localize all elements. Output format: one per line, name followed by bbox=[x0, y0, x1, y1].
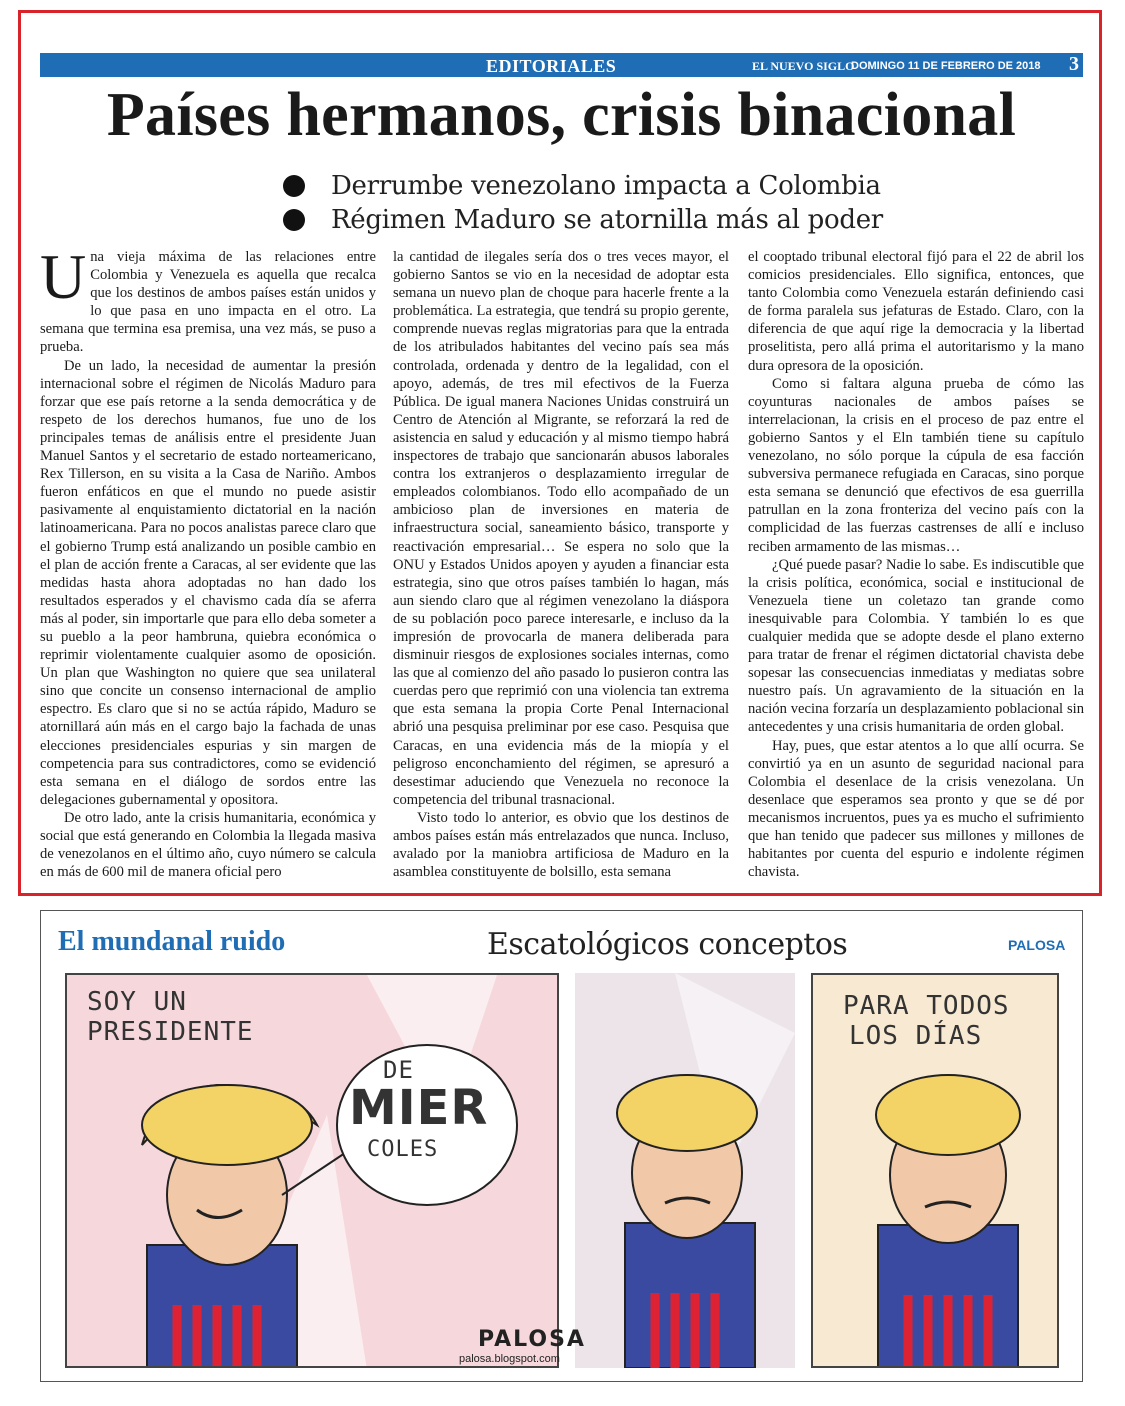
comic-panel-2 bbox=[575, 973, 795, 1368]
subheadline-bullets bbox=[283, 169, 883, 237]
paragraph: Una vieja máxima de las relaciones entre Colombia y Venezuela es aquella que recalca que los destinos de ambos países están unidos y lo que pasa en uno impacta en el otro. La semana que termina esa premisa, una vez más, se puso a prueba. bbox=[40, 241, 376, 356]
section-label: EDITORIALES bbox=[486, 56, 617, 76]
bullet-dot-icon bbox=[283, 209, 305, 231]
bullet-text: Régimen Maduro se atornilla más al poder bbox=[331, 205, 883, 235]
comic-author: PALOSA bbox=[1008, 937, 1066, 953]
newspaper-name: EL NUEVO SIGLO bbox=[752, 59, 855, 73]
paragraph: Hay, pues, que estar atentos a lo que allí ocurra. Se convirtió ya en un asunto de seguridad nacional para Colombia el desenlace de la crisis venezolana. Un desenlace que esperamos sea pronto y que se dé por mecanismos incruentos, pues ya es mucho el sufrimiento que han tenido que padecer sus millones y millones de habitantes por cuenta del espurio e indolente régimen chavista. bbox=[748, 737, 1084, 881]
paragraph: ¿Qué puede pasar? Nadie lo sabe. Es indiscutible que la crisis política, económica, social e institucional de Venezuela tiene un coletazo tan grande como inesquivable para Colombia. Y también lo es que cualquier medida que se adopte desde el plano externo para tratar de frenar el régimen dictatorial chavista debe sopesar las consecuencias inmediatas y mediatas sobre nuestro país. Un agravamiento de la situación en la nación vecina forzaría un desplazamiento poblacional sin antecedentes y una crisis humanitaria de orden global. bbox=[748, 556, 1084, 736]
paragraph: De otro lado, ante la crisis humanitaria, económica y social que está generando en Colombia la llegada masiva de venezolanos en el último año, cuyo número se calcula en más de 600 mil de manera oficial pero bbox=[40, 809, 376, 881]
bullet-text: Derrumbe venezolano impacta a Colombia bbox=[331, 171, 881, 201]
comic-strip-title: Escatológicos conceptos bbox=[487, 927, 848, 962]
publication-date: DOMINGO 11 DE FEBRERO DE 2018 bbox=[851, 60, 1041, 72]
president-figure-icon bbox=[617, 1075, 757, 1368]
paragraph: Visto todo lo anterior, es obvio que los destinos de ambos países están más entrelazados que nunca. Incluso, avalado por la maniobra artificiosa de Maduro en la asamblea constituyente de bolsillo, esta semana bbox=[393, 809, 729, 881]
panel-2-drawing bbox=[575, 973, 795, 1368]
paragraph: la cantidad de ilegales sería dos o tres veces mayor, el gobierno Santos se vio en la necesidad de adoptar esta semana un nuevo plan de choque para hacerle frente a la problemática. La estrategia, que tendrá su propio gerente, comprende nuevas reglas migratorias para que la entrada de los atribulados habitantes del vecino país sea más controlada, ordenada y dentro de la legalidad, con el apoyo, además, de tres mil efectivos de la Fuerza Pública. De igual manera Naciones Unidas construirá un Centro de Atención al Migrante, se reforzará la red de asistencia en salud y educación y al mismo tiempo habrá inspectores de trabajo que sancionarán abusos laborales contra los extranjeros o desplazamiento irregular de empleados colombianos. Todo ello acompañado de un ambicioso plan de inversiones en materia de infraestructura social, saneamiento básico, transporte y reactivación empresarial… Se espera no solo que la ONU y Estados Unidos apoyen y ayuden a financiar esta estrategia, sino que otros países también lo hagan, más aun siendo claro que al régimen venezolano la diáspora de su población poco parece interesarle, e incluso da la impresión de provocarla de manera deliberada para disminuir riesgos de explosiones sociales internas, como las que al comienzo del año pasado lo pusieron contra las cuerdas pero que reprimió con una violencia tan extrema que esta semana la propia Corte Penal Internacional abrió una pesquisa preliminar por ese caso. Pesquisa que Caracas, en una evidencia más de la miopía y el peligroso enconchamiento del régimen, se apresuró a desestimar aduciendo que Venezuela no reconoce la competencia del tribunal trasnacional. bbox=[393, 249, 729, 808]
comic-panel-1: SOY UN PRESIDENTE DE MIER COLES bbox=[65, 973, 559, 1368]
panel-3-caption: PARA TODOS LOS DÍAS bbox=[843, 991, 1010, 1051]
president-figure-icon bbox=[876, 1075, 1020, 1368]
drop-cap: U bbox=[40, 241, 87, 312]
comic-strip bbox=[40, 910, 1083, 1382]
article-headline: Países hermanos, crisis binacional bbox=[106, 81, 1017, 149]
comic-section-title: El mundanal ruido bbox=[58, 926, 286, 957]
article-column-1 bbox=[40, 241, 376, 881]
paragraph: De un lado, la necesidad de aumentar la presión internacional sobre el régimen de Nicolás Maduro para forzar que ese país retorne a la senda democrática y de respeto de los derechos humanos, fue uno de los principales temas de análisis entre el presidente Juan Manuel Santos y el secretario de estado norteamericano, Rex Tillerson, en su visita a la Casa de Nariño. Ambos fueron enfáticos en que el mundo no puede asistir pasivamente al enquistamiento dictatorial en la nación latinoamericana. Para no pocos analistas parece claro que el gobierno Trump está analizando un posible cambio en el plan de acción frente a Caracas, al ser evidente que las medidas hasta ahora adoptadas no han dado los resultados esperados y el chavismo cada día se aferra más al poder, sin importarle que para ello deba someter a su pueblo a la peor hambruna, quiebra económica o reprimir violentamente cualquier asomo de oposición. Un plan que Washington no quiere que sea unilateral sino que concite un consenso internacional de amplio espectro. Es claro que si no se actúa rápido, Maduro se atornillará aún más en el cargo bajo la fachada de unas elecciones presidenciales espurias y sin margen de competencia para sus contradictores, como se evidenció esta semana en el diálogo de sordos entre las delegaciones gubernamental y opositora. bbox=[40, 357, 376, 808]
artist-url: palosa.blogspot.com bbox=[459, 1353, 560, 1365]
comic-panel-3 bbox=[811, 973, 1059, 1368]
artist-signature: PALOSA bbox=[478, 1327, 586, 1352]
article-column-2 bbox=[393, 248, 729, 881]
paragraph: el cooptado tribunal electoral fijó para el 22 de abril los comicios presidenciales. Ello significa, entonces, que tanto Colombia como Venezuela estarán definiendo casi de forma paralela sus jefaturas de Estado. Claro, con la diferencia de que aquí rige la democracia y la libertad proselitista, pero allá prima el autoritarismo y la mano dura opresora de la oposición. bbox=[748, 249, 1084, 374]
bullet-item bbox=[283, 203, 883, 237]
bullet-dot-icon bbox=[283, 175, 305, 197]
article-column-3 bbox=[748, 248, 1084, 881]
page-number: 3 bbox=[1069, 53, 1079, 75]
paragraph: Como si faltara alguna prueba de cómo las coyunturas nacionales de ambos países se interrelacionan, la crisis en el proceso de paz entre el gobierno Santos y el Eln también tiene su capítulo venezolano, no sólo porque la cúpula de esa facción subversiva permanece refugiada en Caracas, sino porque esta semana se denunció que efectivos de esa guerrilla patrullan en la zona fronteriza del vecino país con la complicidad de las fuerzas castrenses de allí e incluso reciben armamento de las mismas… bbox=[748, 375, 1084, 555]
panel-1-caption: SOY UN PRESIDENTE bbox=[87, 987, 254, 1047]
bullet-item bbox=[283, 169, 883, 203]
